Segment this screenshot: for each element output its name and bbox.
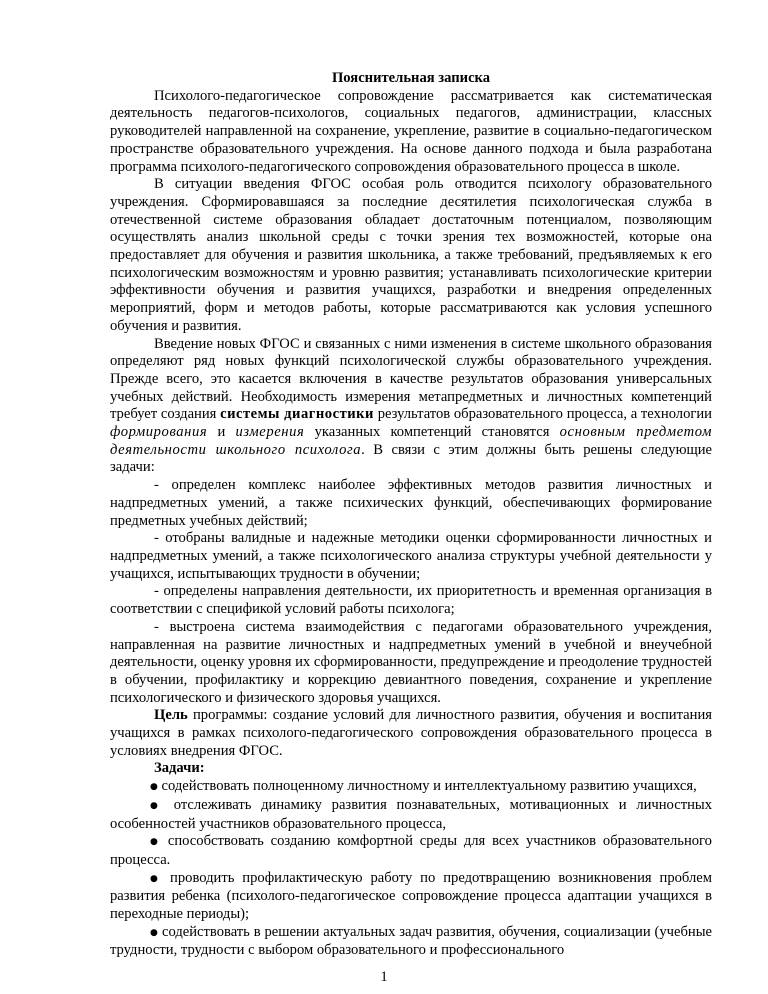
task-item [110, 870, 712, 924]
paragraph-goal [110, 707, 712, 760]
bullet-icon: ● [150, 927, 159, 938]
task-item [110, 833, 712, 869]
text-segment: . В связи с этим должны быть решены следующие задачи: [110, 441, 712, 476]
bullet-icon: ● [150, 873, 163, 884]
list-item: - определены направления деятельности, их приоритетность и временная организация в соответствии с спецификой условий работы психолога; [110, 583, 712, 618]
bullet-icon: ● [150, 800, 164, 811]
task-item [110, 797, 712, 833]
italic-word-formation: формирования [110, 424, 208, 441]
bullet-icon: ● [150, 782, 158, 793]
bold-phrase-diagnostics: системы диагностики [220, 406, 374, 423]
task-text: содействовать в решении актуальных задач развития, обучения, социализации (учебные трудности, трудности с выбором образовательного и профессионального [110, 923, 712, 959]
paragraph-new-functions [110, 336, 712, 478]
task-text: способствовать созданию комфортной среды для всех участников образовательного процесса. [110, 833, 712, 868]
bullet-icon: ● [150, 837, 162, 848]
task-text: содействовать полноценному личностному и интеллектуальному развитию учащихся, [161, 778, 697, 795]
text-segment: Введение новых ФГОС и связанных с ними изменения в системе школьного образования определяют ряд новых функций психологической службы образовательного учреждения. Прежде всего, это касается включения в качестве результатов образования универсальных учебных действий. Необходимость измерения метапредметных и личностных компетенций требует создания [110, 335, 712, 423]
text-segment: результатов образовательного процесса, а технологии [373, 406, 712, 423]
text-segment: указанных компетенций становятся [304, 424, 560, 441]
task-text: проводить профилактическую работу по предотвращению возникновения проблем развития ребенка (психолого-педагогическое сопровождение процесса адаптации учащихся в переходные периоды); [110, 869, 712, 923]
goal-label: Цель [154, 707, 188, 724]
paragraph-fgos-role: В ситуации введения ФГОС особая роль отводится психологу образовательного учреждения. Сформировавшаяся за последние десятилетия психологическая служба в отечественной системе образования обладает достаточным потенциалом, позволяющим осуществлять анализ школьной среды с точки зрения тех возможностей, которые она предоставляет для обучения и развития школьника, а также требований, предъявляемых к его психологическим возможностям и уровню развития; устанавливать психологические критерии эффективности обучения и развития учащихся, разработки и внедрения определенных мероприятий, форм и методов работы, которые рассматриваются как условия успешного обучения и развития. [110, 176, 712, 334]
paragraph-intro: Психолого-педагогическое сопровождение рассматривается как систематическая деятельность педагогов-психологов, социальных педагогов, администрации, классных руководителей направленной на сохранение, укрепление, развитие в социально-педагогическом пространстве образовательного учреждения. На основе данного подхода и была разработана программа психолого-педагогического сопровождения образовательного процесса в школе. [110, 87, 712, 175]
list-item: - отобраны валидные и надежные методики оценки сформированности личностных и надпредметных умений, а также психологического анализа структуры учебной деятельности у учащихся, испытывающих трудности в обучении; [110, 530, 712, 582]
list-item: - выстроена система взаимодействия с педагогами образовательного учреждения, направленная на развитие личностных и надпредметных умений в учебной и внеучебной деятельности, оценку уровня их сформированности, предупреждение и преодоление трудностей в обучении, профилактику и коррекцию девиантного поведения, сохранение и укрепление психологического и физического здоровья учащихся. [110, 618, 712, 706]
task-text: отслеживать динамику развития познавательных, мотивационных и личностных особенностей участников образовательного процесса, [110, 796, 712, 832]
list-item: - определен комплекс наиболее эффективных методов развития личностных и надпредметных умений, а также психических функций, обеспечивающих формирование предметных учебных действий; [110, 477, 712, 529]
document-title: Пояснительная записка [331, 70, 491, 86]
italic-phrase-main-subject: основным предметом деятельности школьного психолога [110, 424, 712, 458]
italic-word-measurement: измерения [235, 424, 305, 441]
page-number: 1 [380, 969, 388, 985]
goal-text: программы: создание условий для личностного развития, обучения и воспитания учащихся в рамках психолого-педагогического сопровождения образовательного процесса в условиях внедрения ФГОС. [110, 707, 712, 759]
text-segment: и [207, 424, 236, 441]
task-item [110, 778, 712, 797]
tasks-heading: Задачи: [154, 760, 205, 777]
task-item [110, 924, 712, 960]
